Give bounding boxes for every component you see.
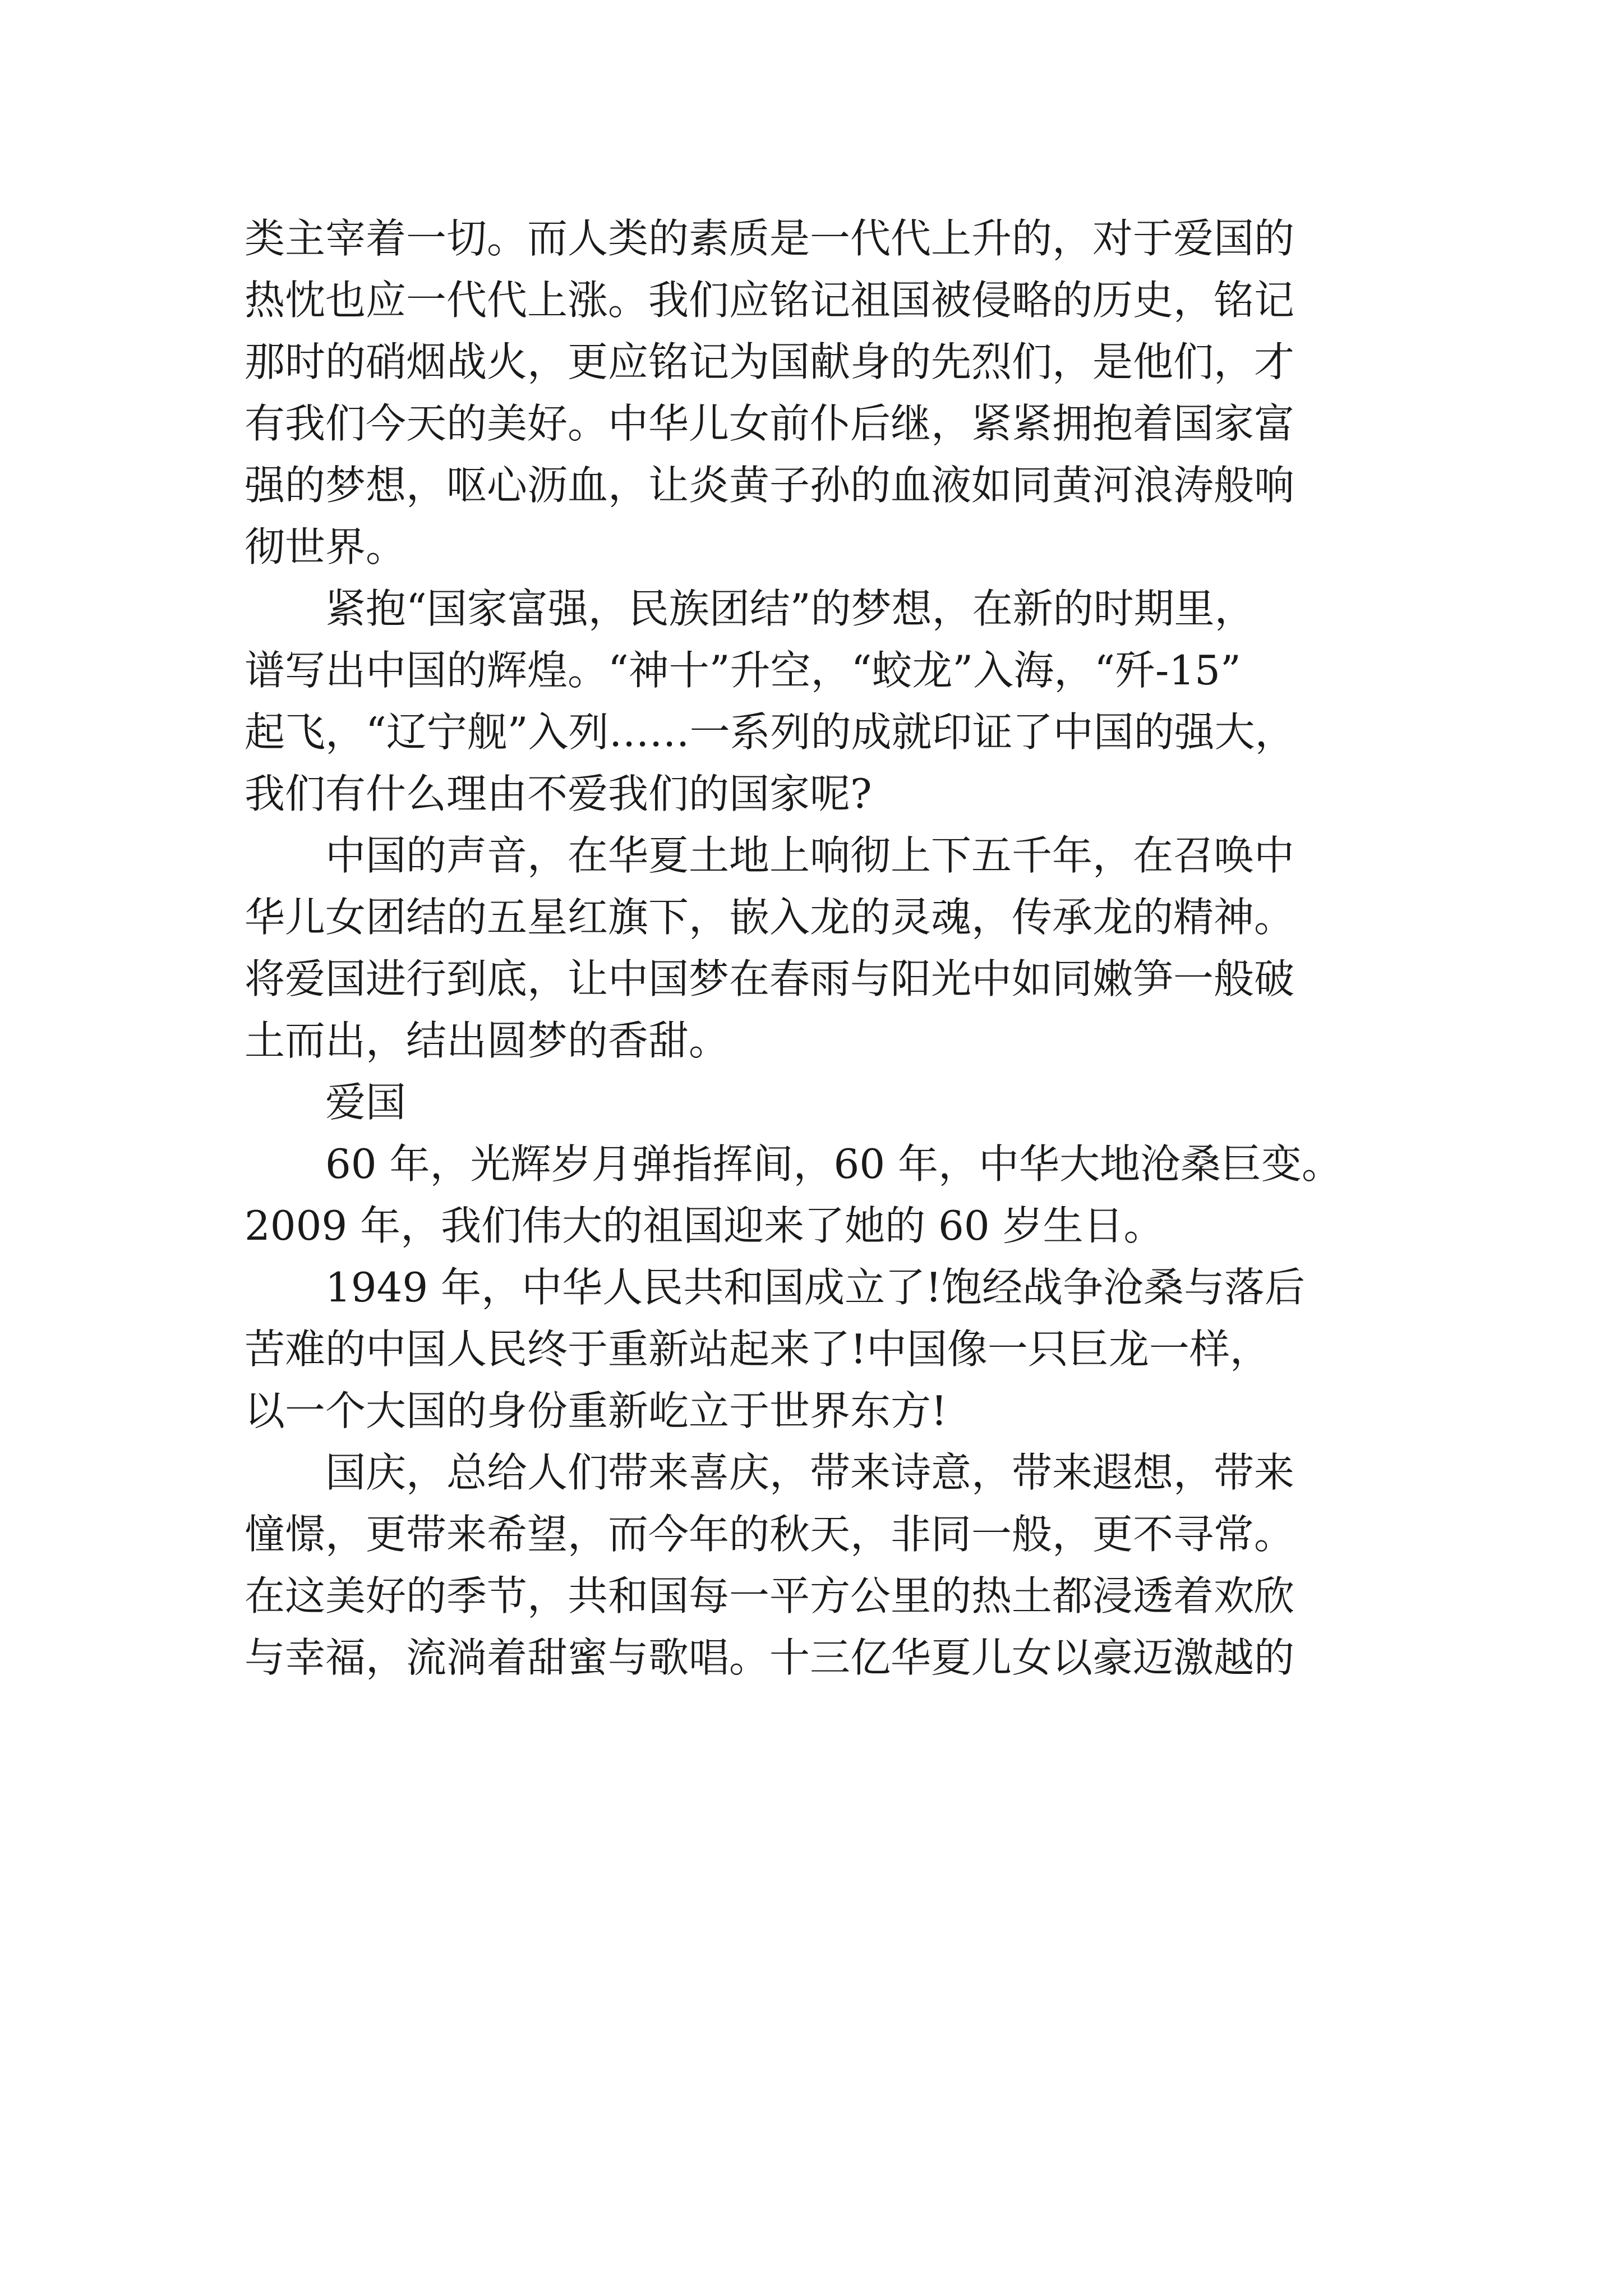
text-line: 彻世界。 bbox=[245, 523, 407, 570]
paragraph bbox=[245, 825, 1395, 1071]
text-line: 1949 年，中华人民共和国成立了!饱经战争沧桑与落后 bbox=[245, 1264, 1306, 1311]
text-line: 起飞，“辽宁舰”入列……一系列的成就印证了中国的强大， bbox=[245, 708, 1295, 756]
text-line: 谱写出中国的辉煌。“神十”升空，“蛟龙”入海，“歼-15” bbox=[245, 647, 1241, 694]
text-line: 强的梦想，呕心沥血，让炎黄子孙的血液如同黄河浪涛般响 bbox=[245, 462, 1295, 509]
paragraph bbox=[245, 208, 1395, 578]
document-body bbox=[245, 208, 1395, 1688]
text-line: 60 年，光辉岁月弹指挥间，60 年，中华大地沧桑巨变。 bbox=[245, 1140, 1343, 1188]
paragraph bbox=[245, 1442, 1395, 1688]
text-line: 国庆，总给人们带来喜庆，带来诗意，带来遐想，带来 bbox=[245, 1449, 1295, 1496]
text-line: 热忱也应一代代上涨。我们应铭记祖国被侵略的历史，铭记 bbox=[245, 277, 1295, 324]
text-line: 苦难的中国人民终于重新站起来了!中国像一只巨龙一样， bbox=[245, 1326, 1270, 1373]
text-line: 那时的硝烟战火，更应铭记为国献身的先烈们，是他们，才 bbox=[245, 338, 1295, 385]
paragraph bbox=[245, 578, 1395, 825]
text-line: 爱国 bbox=[245, 1079, 407, 1126]
text-line: 在这美好的季节，共和国每一平方公里的热土都浸透着欢欣 bbox=[245, 1572, 1295, 1619]
text-line: 紧抱“国家富强，民族团结”的梦想，在新的时期里， bbox=[245, 585, 1255, 632]
paragraph bbox=[245, 1257, 1395, 1442]
text-line: 华儿女团结的五星红旗下，嵌入龙的灵魂，传承龙的精神。 bbox=[245, 894, 1295, 941]
text-line: 憧憬，更带来希望，而今年的秋天，非同一般，更不寻常。 bbox=[245, 1511, 1295, 1558]
text-line: 中国的声音，在华夏土地上响彻上下五千年，在召唤中 bbox=[245, 832, 1295, 879]
section-heading bbox=[245, 1071, 1395, 1133]
text-line: 有我们今天的美好。中华儿女前仆后继，紧紧拥抱着国家富 bbox=[245, 400, 1295, 447]
text-line: 将爱国进行到底，让中国梦在春雨与阳光中如同嫩笋一般破 bbox=[245, 955, 1295, 1002]
text-line: 2009 年，我们伟大的祖国迎来了她的 60 岁生日。 bbox=[245, 1202, 1164, 1249]
text-line: 与幸福，流淌着甜蜜与歌唱。十三亿华夏儿女以豪迈激越的 bbox=[245, 1634, 1295, 1681]
paragraph bbox=[245, 1133, 1395, 1257]
text-line: 类主宰着一切。而人类的素质是一代代上升的，对于爱国的 bbox=[245, 215, 1295, 262]
text-line: 我们有什么理由不爱我们的国家呢? bbox=[245, 770, 872, 817]
text-line: 以一个大国的身份重新屹立于世界东方! bbox=[245, 1387, 947, 1434]
text-line: 土而出，结出圆梦的香甜。 bbox=[245, 1017, 730, 1064]
